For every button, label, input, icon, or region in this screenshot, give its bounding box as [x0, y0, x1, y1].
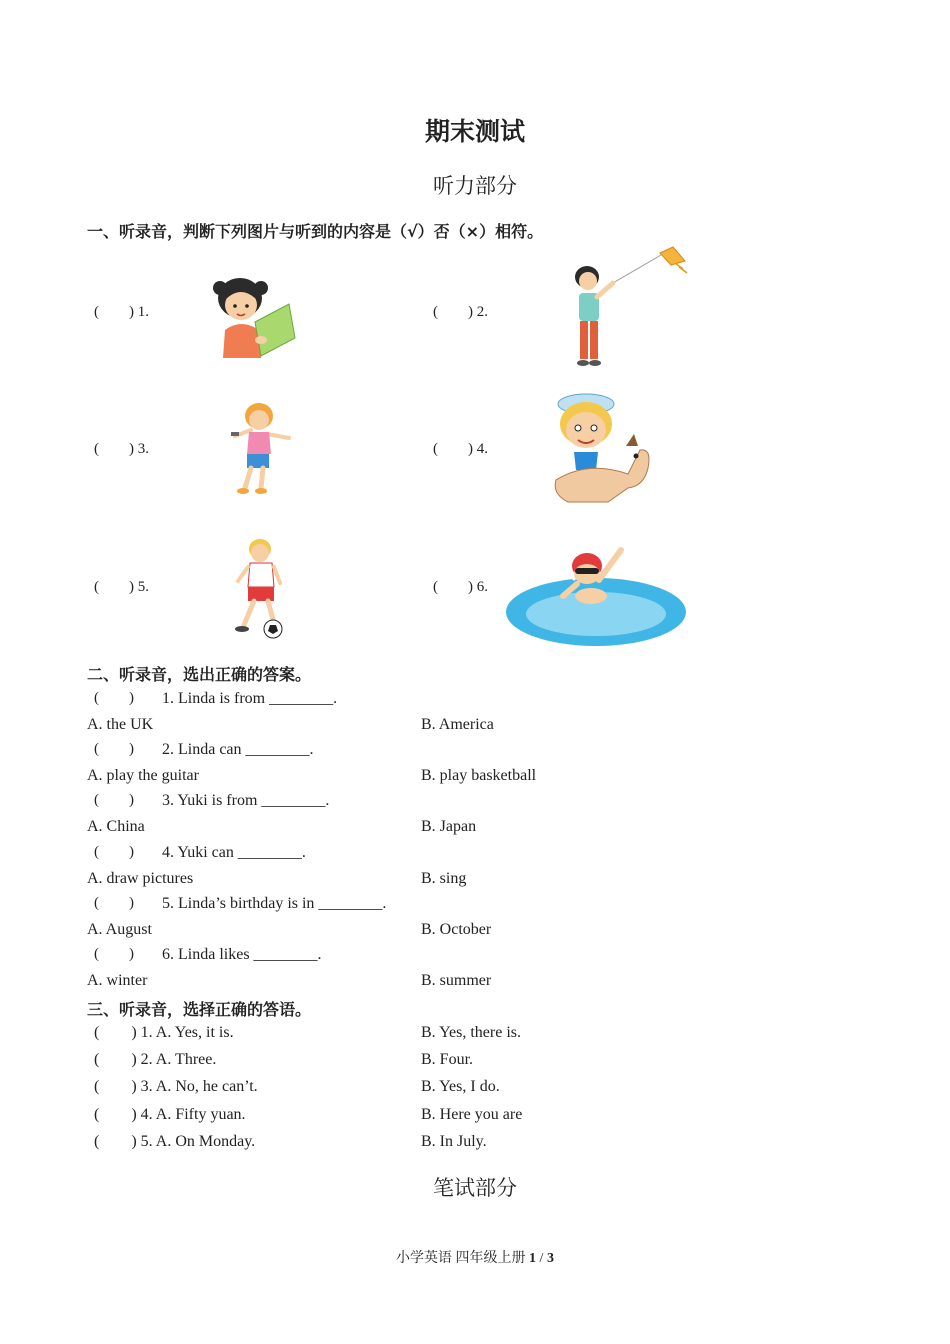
s3-item-2-b: B. Four.	[421, 1051, 474, 1068]
listening-heading: 听力部分	[433, 174, 517, 198]
girl-flying-kite-picture	[565, 243, 690, 373]
s3-item-3-b: B. Yes, I do.	[421, 1078, 500, 1095]
q3-paren: ( )	[94, 792, 134, 808]
q5-paren: ( )	[94, 895, 134, 911]
item-5-label: ( ) 5.	[94, 579, 149, 595]
q4-text: 4. Yuki can ________.	[162, 844, 306, 861]
s3-item-2-a: ( ) 2. A. Three.	[94, 1051, 217, 1068]
girl-singing-picture	[215, 398, 295, 498]
q6-text: 6. Linda likes ________.	[162, 946, 322, 963]
girl-reading-picture	[205, 270, 300, 365]
page-title: 期末测试	[424, 117, 525, 146]
page-footer	[0, 1247, 950, 1267]
s3-item-4-a: ( ) 4. A. Fifty yuan.	[94, 1106, 246, 1123]
section-2-heading: 二、听录音，选出正确的答案。	[87, 665, 312, 684]
s3-item-4-b: B. Here you are	[421, 1106, 523, 1123]
q2-text: 2. Linda can ________.	[162, 741, 314, 758]
footer-separator: /	[536, 1251, 547, 1266]
writing-heading: 笔试部分	[433, 1176, 517, 1200]
section-3-heading: 三、听录音，选择正确的答语。	[87, 1000, 312, 1019]
q6-paren: ( )	[94, 946, 134, 962]
q4-option-a: A. draw pictures	[87, 870, 194, 887]
boy-swimming-picture	[505, 540, 687, 648]
q3-option-b: B. Japan	[421, 818, 477, 835]
q2-option-a: A. play the guitar	[87, 767, 199, 784]
q6-option-b: B. summer	[421, 972, 492, 989]
q1-paren: ( )	[94, 690, 134, 706]
q5-option-b: B. October	[421, 921, 492, 938]
q3-option-a: A. China	[87, 818, 145, 835]
section-1-heading: 一、听录音，判断下列图片与听到的内容是（√）否（×）相符。	[87, 222, 544, 241]
q5-text: 5. Linda’s birthday is in ________.	[162, 895, 387, 912]
s3-item-1-b: B. Yes, there is.	[421, 1024, 522, 1041]
boy-riding-horse-picture	[548, 390, 653, 510]
footer-current-page: 1	[529, 1251, 537, 1266]
q3-text: 3. Yuki is from ________.	[162, 792, 330, 809]
q4-option-b: B. sing	[421, 870, 467, 887]
item-6-label: ( ) 6.	[433, 579, 488, 595]
s3-item-3-a: ( ) 3. A. No, he can’t.	[94, 1078, 258, 1095]
q6-option-a: A. winter	[87, 972, 148, 989]
q2-paren: ( )	[94, 741, 134, 757]
item-4-label: ( ) 4.	[433, 441, 488, 457]
footer-prefix: 小学英语 四年级上册	[396, 1251, 530, 1266]
boy-playing-football-picture	[218, 535, 293, 640]
q2-option-b: B. play basketball	[421, 767, 537, 784]
item-2-label: ( ) 2.	[433, 304, 488, 320]
q1-option-b: B. America	[421, 716, 494, 733]
footer-total-pages: 3	[546, 1251, 554, 1266]
q1-text: 1. Linda is from ________.	[162, 690, 338, 707]
q1-option-a: A. the UK	[87, 716, 154, 733]
item-3-label: ( ) 3.	[94, 441, 149, 457]
s3-item-5-a: ( ) 5. A. On Monday.	[94, 1133, 256, 1150]
item-1-label: ( ) 1.	[94, 304, 149, 320]
q5-option-a: A. August	[87, 921, 152, 938]
s3-item-1-a: ( ) 1. A. Yes, it is.	[94, 1024, 234, 1041]
s3-item-5-b: B. In July.	[421, 1133, 487, 1150]
q4-paren: ( )	[94, 844, 134, 860]
